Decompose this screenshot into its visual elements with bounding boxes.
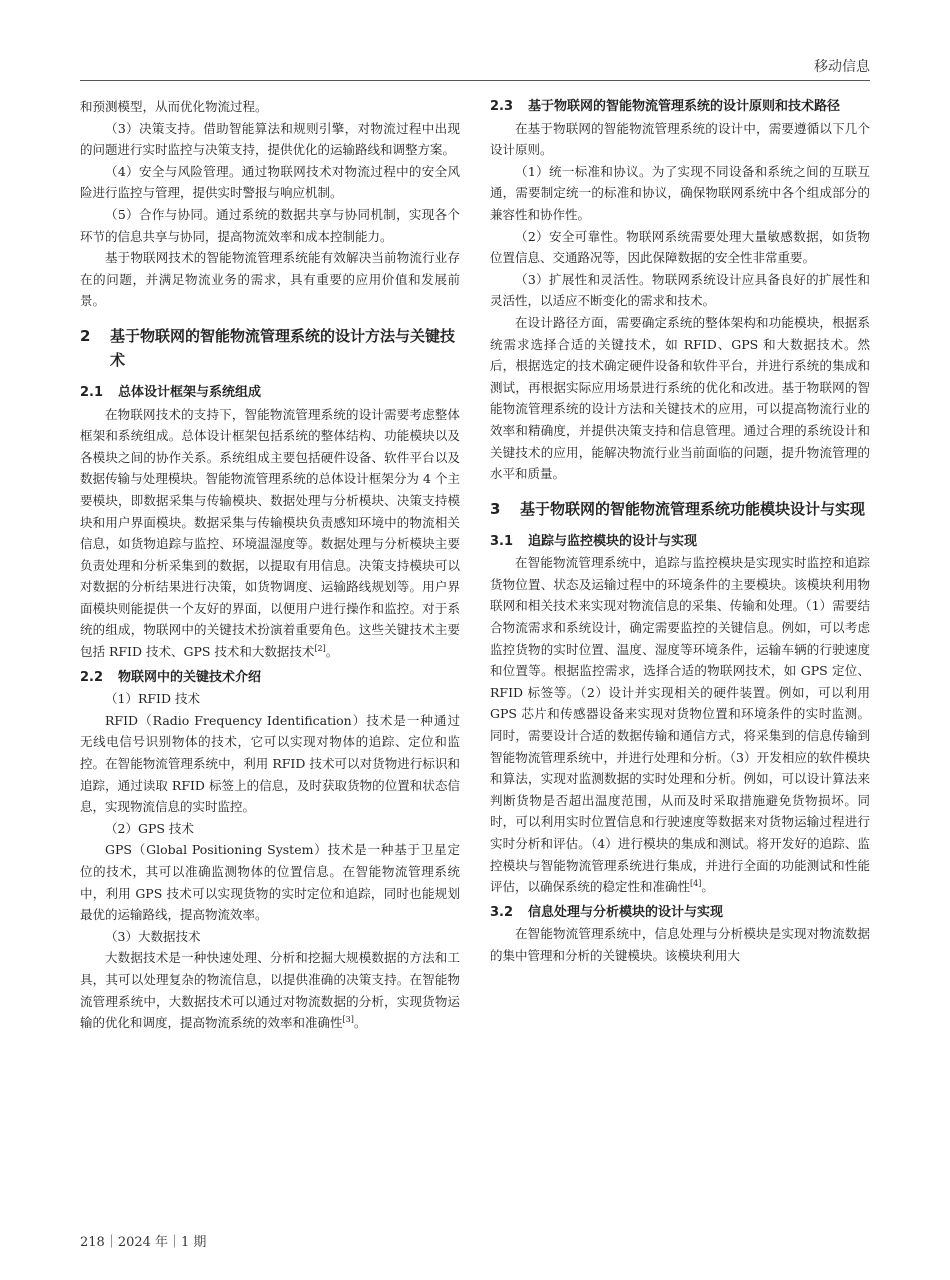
paragraph: （3）决策支持。借助智能算法和规则引擎，对物流过程中出现的问题进行实时监控与决策支持，提供优化的运输路线和调整方案。	[80, 120, 460, 158]
subsection-title: 总体设计框架与系统组成	[118, 384, 262, 400]
paragraph: 在智能物流管理系统中，追踪与监控模块是实现实时监控和追踪货物位置、状态及运输过程中的环境条件的主要模块。该模块利用物联网和相关技术来实现对物流信息的采集、传输和处理。（1）需要结合物流需求和系统设计，确定需要监控的关键信息。例如，可以考虑监控货物的实时位置、温度、湿度等环境条件，运输车辆的行驶速度和位置等。根据监控需求，选择合适的物联网技术，如 GPS 定位、RFID 标签等。（2）设计并实现相关的硬件装置。例如，可以利用 GPS 芯片和传感器设备来实现对货物位置和环境条件的实时监测。同时，需要设计合适的数据传输和通信方式，将采集到的信息传输到智能物流管理系统中，并进行处理和分析。（3）开发相应的软件模块和算法，实现对监测数据的实时处理和分析。例如，可以设计算法来判断货物是否超出温度范围，从而及时采取措施避免货物损坏。同时，可以利用实时位置信息和行驶速度等数据来对货物运输过程进行实时分析和评估。（4）进行模块的集成和测试。将开发好的追踪、监控模块与智能物流管理系统进行集成，并进行全面的功能测试和性能评估，以确保系统的稳定性和准确性[4]。	[490, 555, 870, 895]
item-heading-bigdata: （3）大数据技术	[105, 928, 201, 944]
section-number: 2	[80, 326, 91, 345]
subsection-number: 2.2	[80, 669, 104, 685]
subsection-number: 2.3	[490, 99, 514, 114]
paragraph: RFID（Radio Frequency Identification）技术是一种通过无线电信号识别物体的技术，它可以实现对物体的追踪、定位和监控。在智能物流管理系统中，利用 RFID 技术可以对货物进行标识和追踪，通过读取 RFID 标签上的信息，及时获取货物的位置和状态信息，实现物流信息的实时监控。	[80, 712, 460, 815]
section-title: 基于物联网的智能物流管理系统的设计方法与关键技术	[110, 326, 456, 369]
paragraph: 大数据技术是一种快速处理、分析和挖掘大规模数据的方法和工具，其可以处理复杂的物流信息，以提供准确的决策支持。在智能物流管理系统中，大数据技术可以通过对物流数据的分析，实现货物运输的优化和调度，提高物流系统的效率和准确性[3]。	[80, 950, 460, 1031]
subsection-number: 3.2	[490, 904, 514, 920]
section-title: 基于物联网的智能物流管理系统功能模块设计与实现	[520, 499, 866, 518]
paragraph: （3）扩展性和灵活性。物联网系统设计应具备良好的扩展性和灵活性，以适应不断变化的需求和技术。	[490, 271, 870, 309]
paragraph-text: 在物联网技术的支持下，智能物流管理系统的设计需要考虑整体框架和系统组成。总体设计框架包括系统的整体结构、功能模块以及各模块之间的协作关系。系统组成主要包括硬件设备、软件平台以及数据传输与处理模块。智能物流管理系统的总体设计框架分为 4 个主要模块，即数据采集与传输模块、数据处理与分析模块、决策支持模块和用户界面模块。数据采集与传输模块负责感知环境中的物流相关信息，如货物追踪与监控、环境温湿度等。数据处理与分析模块主要负责处理和分析采集到的数据，以提取有用信息。决策支持模块可以对数据的分析结果进行决策，如货物调度、运输路线规划等。用户界面模块则能提供一个友好的界面，以便用户进行操作和监控。对于系统的组成，物联网中的关键技术扮演着重要角色。这些关键技术主要包括 RFID 技术、GPS 技术和大数据技术	[80, 406, 460, 660]
subsection-heading-3-2	[490, 902, 870, 924]
paragraph: （2）安全可靠性。物联网系统需要处理大量敏感数据，如货物位置信息、交通路况等，因此保障数据的安全性非常重要。	[490, 228, 870, 266]
subsection-number: 2.1	[80, 384, 104, 400]
paragraph: GPS（Global Positioning System）技术是一种基于卫星定位的技术，其可以准确监测物体的位置信息。在智能物流管理系统中，利用 GPS 技术可以实现货物的实时定位和追踪，同时也能规划最优的运输路线，提高物流效率。	[80, 842, 460, 923]
header-rule	[80, 80, 870, 81]
paragraph: （1）统一标准和协议。为了实现不同设备和系统之间的互联互通，需要制定统一的标准和协议，确保物联网系统中各个组成部分的兼容性和协作性。	[490, 163, 870, 222]
citation: [2]	[314, 643, 326, 653]
item-heading-rfid: （1）RFID 技术	[105, 691, 200, 707]
paragraph: 在智能物流管理系统中，信息处理与分析模块是实现对物流数据的集中管理和分析的关键模块。该模块利用大	[490, 926, 870, 963]
paragraph: 和预测模型，从而优化物流过程。	[80, 99, 268, 114]
subsection-heading-2-3	[490, 96, 870, 118]
subsection-title: 基于物联网的智能物流管理系统的设计原则和技术路径	[528, 99, 841, 114]
paragraph: （4）安全与风险管理。通过物联网技术对物流过程中的安全风险进行监控与管理，提供实时警报与响应机制。	[80, 163, 460, 201]
paragraph: 在物联网技术的支持下，智能物流管理系统的设计需要考虑整体框架和系统组成。总体设计框架包括系统的整体结构、功能模块以及各模块之间的协作关系。系统组成主要包括硬件设备、软件平台以及数据传输与处理模块。智能物流管理系统的总体设计框架分为 4 个主要模块，即数据采集与传输模块、数据处理与分析模块、决策支持模块和用户界面模块。数据采集与传输模块负责感知环境中的物流相关信息，如货物追踪与监控、环境温湿度等。数据处理与分析模块主要负责处理和分析采集到的数据，以提取有用信息。决策支持模块可以对数据的分析结果进行决策，如货物调度、运输路线规划等。用户界面模块则能提供一个友好的界面，以便用户进行操作和监控。对于系统的组成，物联网中的关键技术扮演着重要角色。这些关键技术主要包括 RFID 技术、GPS 技术和大数据技术[2]。	[80, 406, 460, 660]
section-heading-2	[80, 324, 460, 372]
subsection-heading-3-1	[490, 531, 870, 553]
subsection-title: 物联网中的关键技术介绍	[118, 669, 262, 685]
paragraph: 在设计路径方面，需要确定系统的整体架构和功能模块，根据系统需求选择合适的关键技术，如 RFID、GPS 和大数据技术。然后，根据选定的技术确定硬件设备和软件平台，并进行系统的集成和测试，再根据实际应用场景进行系统的优化和改进。基于物联网的智能物流管理系统的设计方法和关键技术的应用，可以提高物流行业的效率和精确度，并提供决策支持和信息管理。通过合理的系统设计和关键技术的应用，能解决物流行业当前面临的问题，提升物流管理的水平和质量。	[490, 314, 870, 482]
paragraph-text: 大数据技术是一种快速处理、分析和挖掘大规模数据的方法和工具，其可以处理复杂的物流信息，以提供准确的决策支持。在智能物流管理系统中，大数据技术可以通过对物流数据的分析，实现货物运输的优化和调度，提高物流系统的效率和准确性	[80, 950, 460, 1031]
paragraph: 在基于物联网的智能物流管理系统的设计中，需要遵循以下几个设计原则。	[490, 120, 870, 158]
paragraph: 基于物联网技术的智能物流管理系统能有效解决当前物流行业存在的问题，并满足物流业务的需求，具有重要的应用价值和发展前景。	[80, 250, 460, 309]
subsection-heading-2-2	[80, 667, 460, 689]
subsection-number: 3.1	[490, 533, 514, 549]
paragraph-text: 在智能物流管理系统中，追踪与监控模块是实现实时监控和追踪货物位置、状态及运输过程中的环境条件的主要模块。该模块利用物联网和相关技术来实现对物流信息的采集、传输和处理。（1）需要结合物流需求和系统设计，确定需要监控的关键信息。例如，可以考虑监控货物的实时位置、温度、湿度等环境条件，运输车辆的行驶速度和位置等。根据监控需求，选择合适的物联网技术，如 GPS 定位、RFID 标签等。（2）设计并实现相关的硬件装置。例如，可以利用 GPS 芯片和传感器设备来实现对货物位置和环境条件的实时监测。同时，需要设计合适的数据传输和通信方式，将采集到的信息传输到智能物流管理系统中，并进行处理和分析。（3）开发相应的软件模块和算法，实现对监测数据的实时处理和分析。例如，可以设计算法来判断货物是否超出温度范围，从而及时采取措施避免货物损坏。同时，可以利用实时位置信息和行驶速度等数据来对货物运输过程进行实时分析和评估。（4）进行模块的集成和测试。将开发好的追踪、监控模块与智能物流管理系统进行集成，并进行全面的功能测试和性能评估，以确保系统的稳定性和准确性	[490, 555, 870, 895]
subsection-title: 追踪与监控模块的设计与实现	[528, 533, 698, 549]
section-heading-3	[490, 497, 870, 521]
page-footer: 218｜2024 年｜1 期	[80, 1235, 207, 1250]
right-column	[490, 96, 870, 967]
item-heading-gps: （2）GPS 技术	[105, 820, 194, 836]
paragraph: （5）合作与协同。通过系统的数据共享与协同机制，实现各个环节的信息共享与协同，提高物流效率和成本控制能力。	[80, 206, 460, 244]
citation: [4]	[690, 879, 702, 889]
subsection-title: 信息处理与分析模块的设计与实现	[528, 904, 724, 920]
section-number: 3	[490, 499, 501, 518]
subsection-heading-2-1	[80, 382, 460, 404]
left-column	[80, 96, 460, 1034]
journal-name: 移动信息	[814, 59, 870, 75]
citation: [3]	[342, 1015, 354, 1024]
